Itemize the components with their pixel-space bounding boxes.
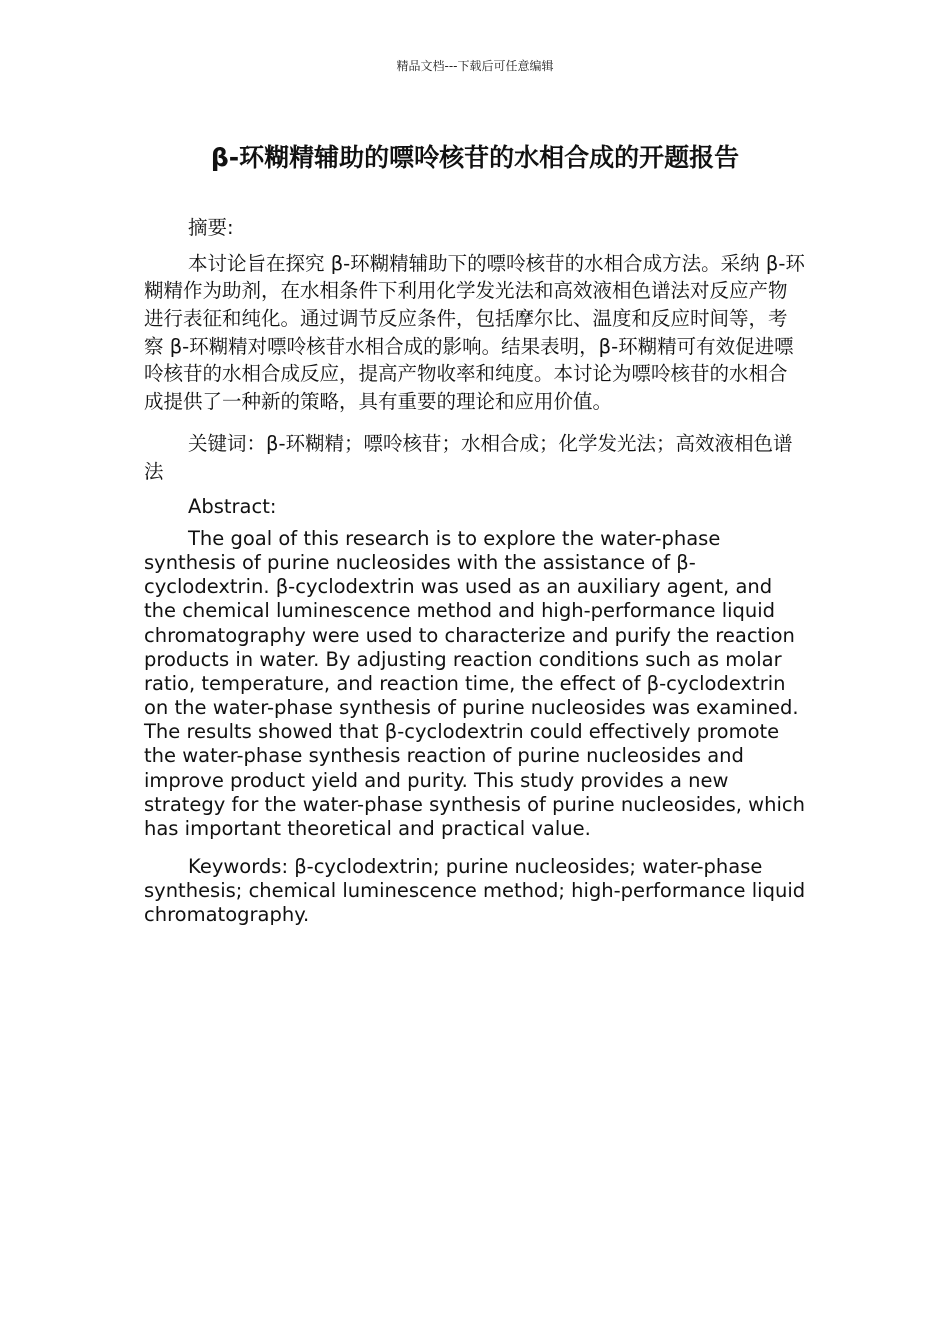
zh-keywords: 关键词：β-环糊精；嘌呤核苷；水相合成；化学发光法；高效液相色谱法: [144, 431, 793, 483]
zh-abstract-body: 本讨论旨在探究 β-环糊精辅助下的嘌呤核苷的水相合成方法。采纳 β-环糊精作为助剂，在水相条件下利用化学发光法和高效液相色谱法对反应产物进行表征和纯化。通过调节反应条件，包括摩尔比、温度和反应时间等，考察 β-环糊精对嘌呤核苷水相合成的影响。结果表明，β-环糊精可有效促进嘌呤核苷的水相合成反应，提高产物收率和纯度。本讨论为嘌呤核苷的水相合成提供了一种新的策略，具有重要的理论和应用价值。: [144, 251, 805, 414]
zh-abstract-label: 摘要:: [188, 216, 234, 239]
en-abstract-body: The goal of this research is to explore the water-phase synthesis of purine nucleosides with the assistance of β-cyclodextrin. β-cyclodextrin was used as an auxiliary agent, and the chemical luminescence method and high-performance liquid chromatography were used to characterize and purify the reaction products in water. By adjusting reaction conditions such as molar ratio, temperature, and reaction time, the effect of β-cyclodextrin on the water-phase synthesis of purine nucleosides was examined. The results showed that β-cyclodextrin could effectively promote the water-phase synthesis reaction of purine nucleosides and improve product yield and purity. This study provides a new strategy for the water-phase synthesis of purine nucleosides, which has important theoretical and practical value.: [144, 526, 805, 840]
document-body: [144, 214, 806, 928]
header-note: 精品文档---下载后可任意编辑: [396, 59, 554, 73]
document-title: β-环糊精辅助的嘌呤核苷的水相合成的开题报告: [210, 143, 740, 172]
en-keywords: Keywords: β-cyclodextrin; purine nucleosides; water-phase synthesis; chemical luminescence method; high-performance liquid chromatography.: [144, 855, 806, 927]
en-abstract-label: Abstract:: [188, 495, 277, 519]
